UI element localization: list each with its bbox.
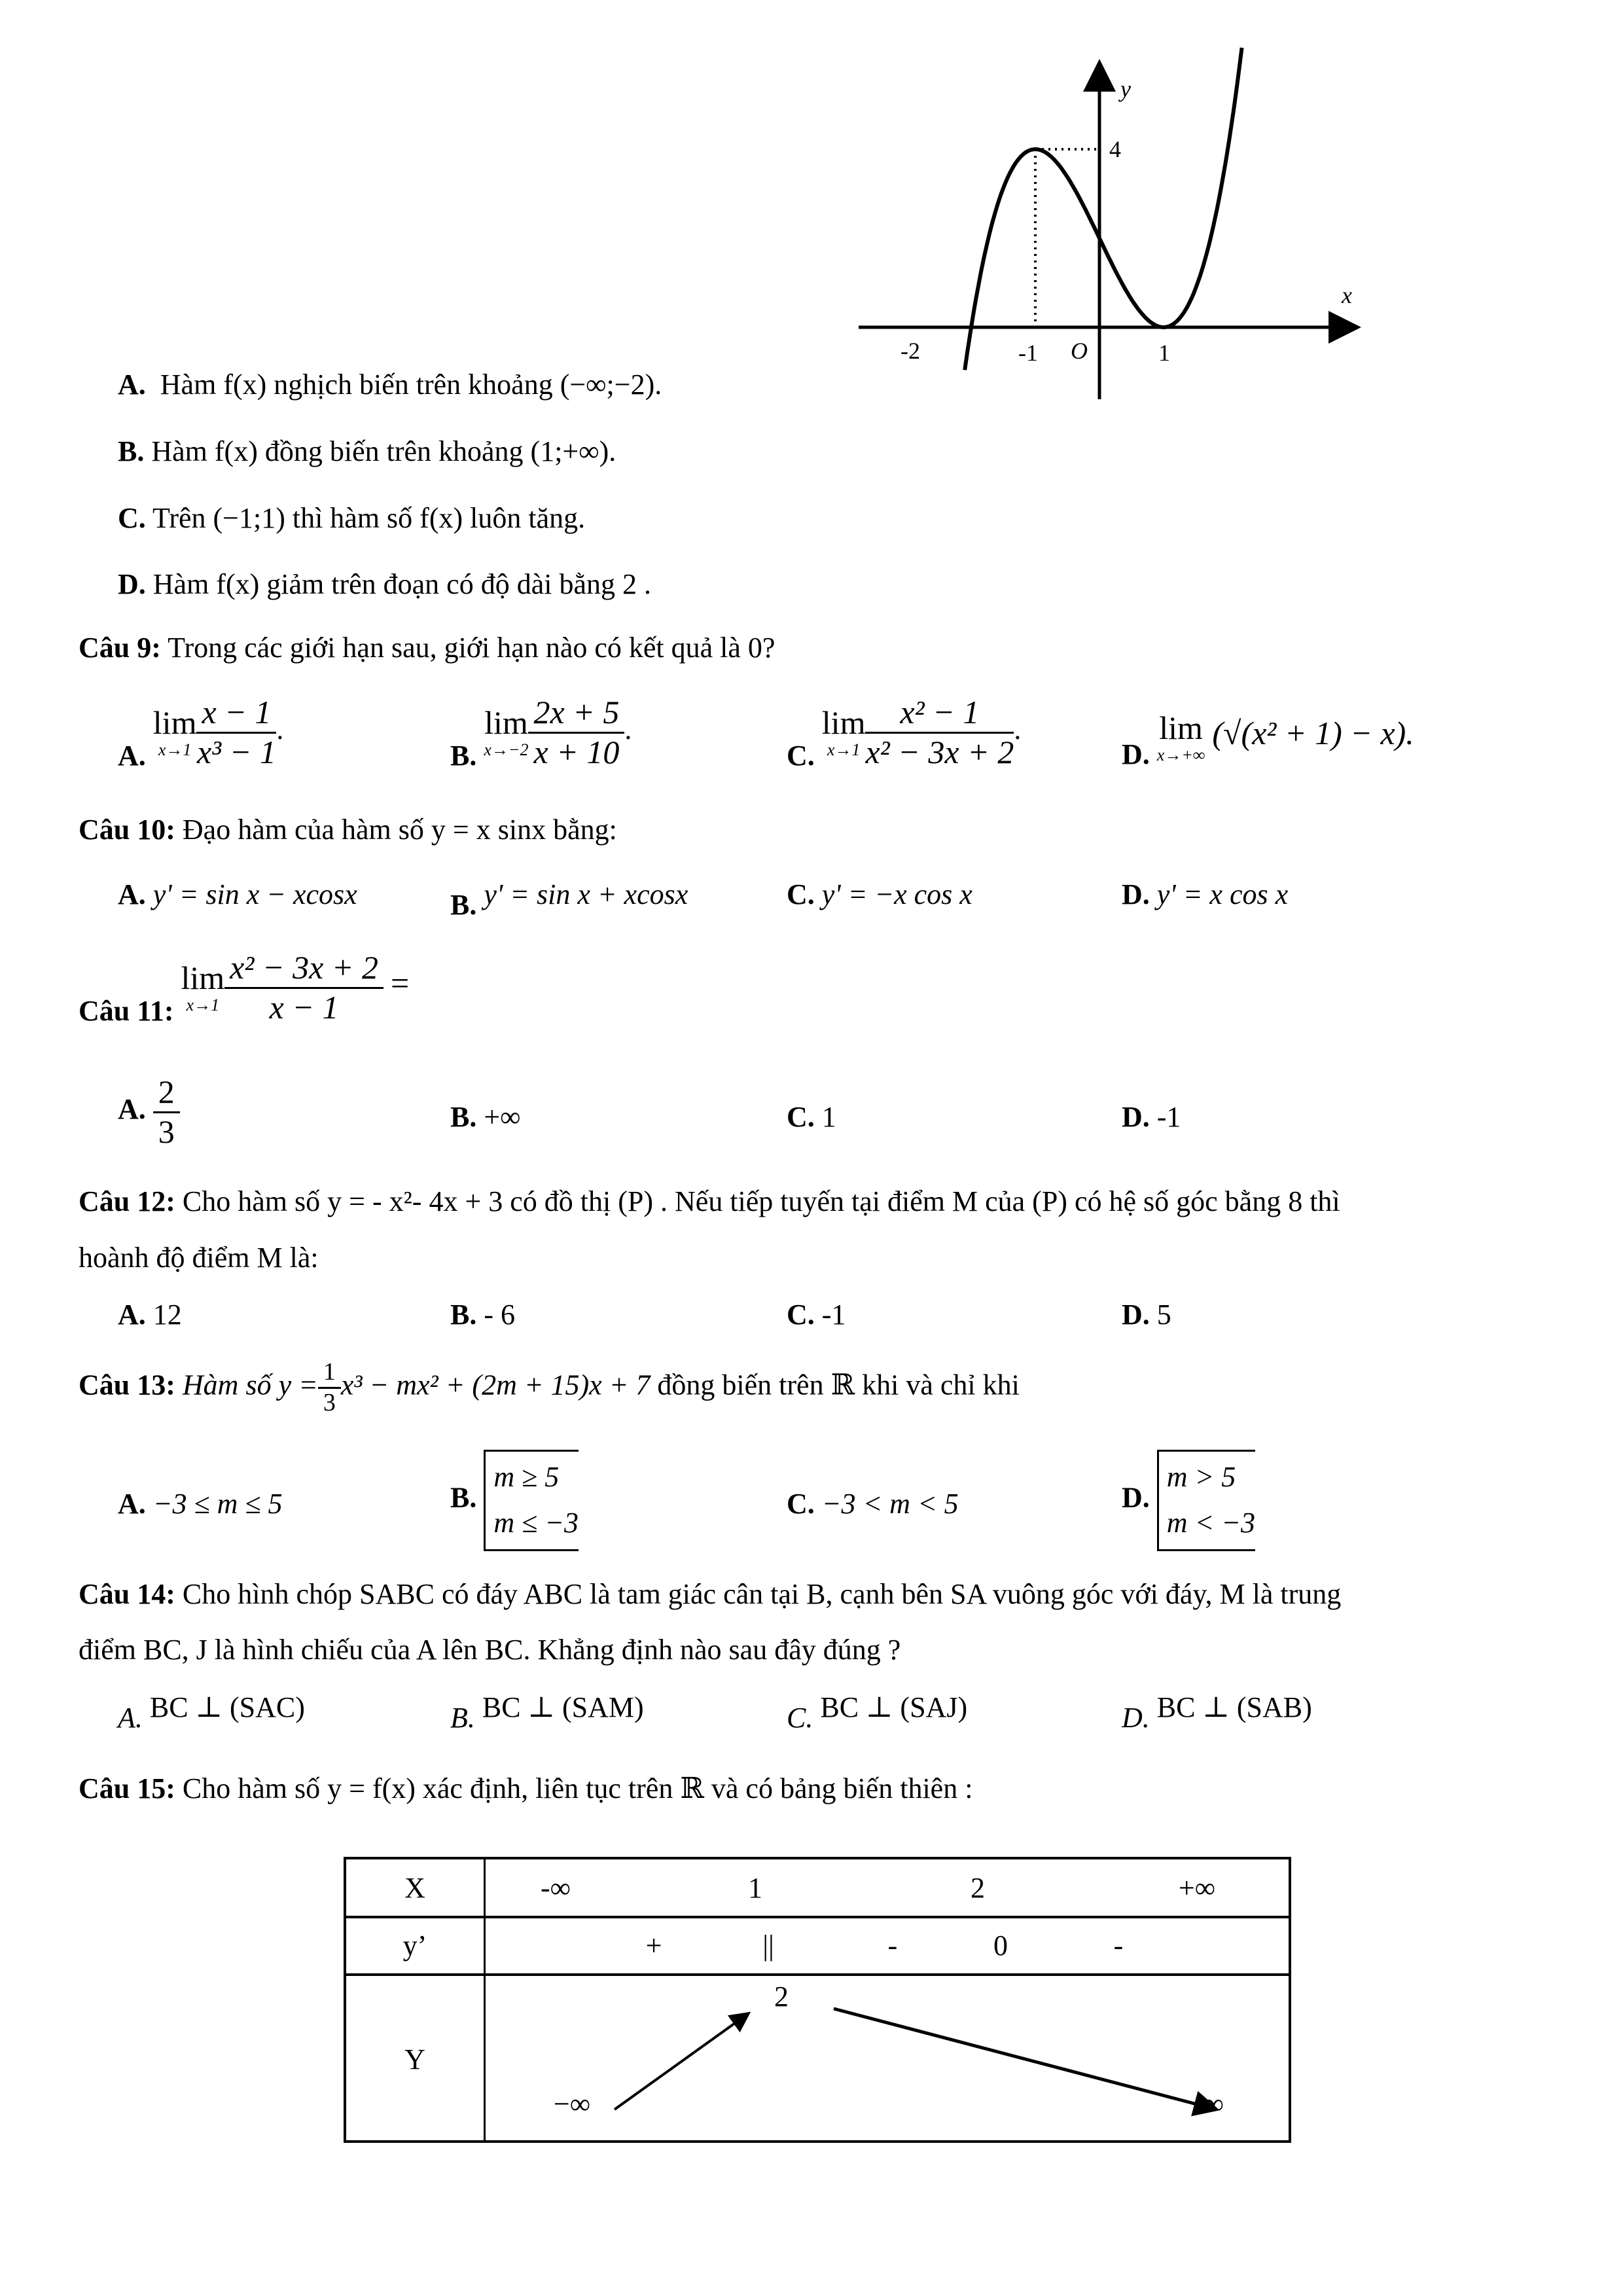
option-label: C. <box>787 740 815 772</box>
question-label: Câu 13: <box>79 1369 175 1401</box>
denominator: x³ − 1 <box>196 733 276 770</box>
option-text: y' = sin x − xcosx <box>152 878 357 910</box>
option-text: - 6 <box>484 1299 516 1331</box>
y-tick-4: 4 <box>1109 136 1121 162</box>
x-tick-neg1: -1 <box>1018 340 1038 366</box>
y-value-peak: 2 <box>774 1981 789 2013</box>
row-label-derivative: y’ <box>402 1929 427 1962</box>
condition-bottom: m < −3 <box>1166 1507 1255 1539</box>
option-label: A. <box>118 878 146 910</box>
decreasing-arrow <box>834 2009 1217 2109</box>
option-text: 5 <box>1156 1299 1171 1331</box>
question-label: Câu 12: <box>79 1185 175 1217</box>
option-label: C. <box>787 1488 815 1520</box>
derivative-undefined: || <box>762 1929 774 1962</box>
function-prefix: Hàm số y = <box>182 1369 318 1401</box>
q12-question <box>79 1185 1340 1218</box>
q12-option-c[interactable] <box>787 1298 846 1331</box>
option-text: y' = sin x + xcosx <box>484 878 688 910</box>
q10-option-c[interactable] <box>787 878 972 911</box>
q10-question <box>79 813 617 846</box>
option-label: B. <box>450 1299 477 1331</box>
derivative-sign: - <box>1113 1929 1124 1962</box>
numerator: 2x + 5 <box>528 694 624 734</box>
option-label: B. <box>450 1481 477 1514</box>
variation-arrows <box>346 1859 1294 2145</box>
lim-sub: x→1 <box>827 740 861 760</box>
row-label-x: X <box>404 1872 425 1904</box>
q9-option-d[interactable] <box>1122 710 1414 771</box>
question-label: Câu 10: <box>79 814 175 846</box>
numerator: x − 1 <box>196 694 276 734</box>
numerator: x² − 3x + 2 <box>224 949 383 989</box>
option-label: D. <box>1122 1481 1150 1514</box>
q11-option-b[interactable] <box>450 1100 521 1134</box>
q8-option-d[interactable] <box>118 567 651 601</box>
condition-bottom: m ≤ −3 <box>493 1507 579 1539</box>
option-text: −3 ≤ m ≤ 5 <box>152 1488 283 1520</box>
y-value-end: -∞ <box>1193 2088 1224 2120</box>
q14-question-cont: điểm BC, J là hình chiếu của A lên BC. Khẳng định nào sau đây đúng ? <box>79 1634 901 1666</box>
question-label: Câu 9: <box>79 632 161 664</box>
numerator: x² − 1 <box>865 694 1014 734</box>
option-label: A. <box>118 1702 143 1734</box>
option-text: BC ⊥ (SAC) <box>149 1691 305 1723</box>
q13-option-a[interactable] <box>118 1487 283 1520</box>
q13-option-d[interactable] <box>1122 1450 1255 1551</box>
question-label: Câu 14: <box>79 1578 175 1610</box>
x-value: +∞ <box>1178 1872 1216 1904</box>
option-label: B. <box>450 1702 475 1734</box>
punct: . <box>624 713 632 746</box>
lim: lim <box>484 704 528 742</box>
numerator: 1 <box>318 1358 341 1389</box>
option-text: -1 <box>821 1299 846 1331</box>
lim: lim <box>181 960 225 997</box>
option-label: C. <box>787 1299 815 1331</box>
denominator: 3 <box>158 1113 175 1150</box>
variation-table <box>344 1857 1291 2143</box>
q14-option-d[interactable] <box>1122 1691 1312 1734</box>
y-value-start: −∞ <box>553 2088 591 2120</box>
question-label: Câu 15: <box>79 1772 175 1804</box>
q11-question <box>79 949 409 1028</box>
option-label: D. <box>1122 1299 1150 1331</box>
q10-option-a[interactable] <box>118 878 357 911</box>
q9-question <box>79 631 775 664</box>
question-text: Đạo hàm của hàm số y = x sinx bằng: <box>182 814 617 846</box>
option-text: BC ⊥ (SAJ) <box>820 1691 968 1723</box>
option-text: Trên (−1;1) thì hàm số f(x) luôn tăng. <box>152 502 586 534</box>
option-label: A. <box>118 740 146 772</box>
option-text: Hàm f(x) đồng biến trên khoảng (1;+∞). <box>151 435 616 467</box>
question-text: đồng biến trên ℝ khi và chỉ khi <box>650 1369 1020 1401</box>
q11-option-d[interactable] <box>1122 1100 1181 1134</box>
option-label: D. <box>1122 878 1150 910</box>
origin-label: O <box>1071 338 1088 364</box>
q9-option-c[interactable] <box>787 694 1021 772</box>
limit-expression: (√(x² + 1) − x). <box>1212 714 1414 751</box>
option-label: B. <box>450 740 477 772</box>
q12-option-b[interactable] <box>450 1298 515 1331</box>
derivative-sign: - <box>887 1929 898 1962</box>
option-label: A. <box>118 1093 146 1126</box>
q8-option-b[interactable] <box>118 435 616 468</box>
option-text: Hàm f(x) nghịch biến trên khoảng (−∞;−2). <box>160 368 662 401</box>
q13-option-c[interactable] <box>787 1487 959 1520</box>
option-label: C. <box>787 1101 815 1133</box>
q11-option-a[interactable] <box>118 1073 180 1151</box>
option-label: D. <box>1122 738 1150 770</box>
q11-option-c[interactable] <box>787 1100 836 1134</box>
q12-option-a[interactable] <box>118 1298 182 1331</box>
option-label: A. <box>118 1488 146 1520</box>
option-label: D. <box>1122 1101 1150 1133</box>
function-curve <box>965 48 1241 370</box>
x-value: 2 <box>971 1872 985 1904</box>
punct: . <box>276 713 284 746</box>
derivative-zero: 0 <box>993 1929 1008 1962</box>
q10-option-d[interactable] <box>1122 878 1288 911</box>
lim: lim <box>152 704 197 742</box>
condition-top: m > 5 <box>1166 1461 1236 1493</box>
q14-option-c[interactable] <box>787 1691 967 1734</box>
option-text: y' = −x cos x <box>821 878 972 910</box>
option-text: Hàm f(x) giảm trên đoạn có độ dài bằng 2 . <box>152 568 651 600</box>
row-label-y: Y <box>404 2043 425 2075</box>
lim-sub: x→+∞ <box>1156 745 1205 764</box>
option-label: D. <box>118 568 146 600</box>
x-value: 1 <box>748 1872 762 1904</box>
question-text: Trong các giới hạn sau, giới hạn nào có kết quả là 0? <box>168 632 776 664</box>
question-text: Cho hàm số y = - x²- 4x + 3 có đồ thị (P) . Nếu tiếp tuyến tại điểm M của (P) có hệ số góc bằng 8 thì <box>182 1185 1340 1217</box>
punct: . <box>1014 713 1022 746</box>
denominator: 3 <box>323 1388 336 1416</box>
condition-top: m ≥ 5 <box>493 1461 560 1493</box>
x-tick-1: 1 <box>1158 340 1170 366</box>
option-text: y' = x cos x <box>1156 878 1289 910</box>
q12-option-d[interactable] <box>1122 1298 1171 1331</box>
denominator: x² − 3x + 2 <box>865 733 1014 770</box>
q10-option-b[interactable] <box>450 878 688 922</box>
denominator: x + 10 <box>533 733 620 770</box>
option-text: 12 <box>152 1299 182 1331</box>
q14-option-a[interactable] <box>118 1691 305 1734</box>
option-label: D. <box>1122 1702 1150 1734</box>
lim-sub: x→−2 <box>484 740 529 760</box>
option-label: B. <box>118 435 145 467</box>
question-text: Cho hàm số y = f(x) xác định, liên tục trên ℝ và có bảng biến thiên : <box>182 1772 973 1804</box>
derivative-sign: + <box>645 1929 662 1962</box>
q14-question <box>79 1577 1341 1611</box>
q8-option-c[interactable] <box>118 501 585 535</box>
option-text: +∞ <box>484 1101 521 1133</box>
q14-option-b[interactable] <box>450 1691 644 1734</box>
x-tick-neg2: -2 <box>901 338 920 364</box>
option-text: -1 <box>1156 1101 1181 1133</box>
increasing-arrow <box>615 2013 749 2109</box>
q9-option-a[interactable] <box>118 694 283 772</box>
question-text: Cho hình chóp SABC có đáy ABC là tam giác cân tại B, cạnh bên SA vuông góc với đáy, M là trung <box>182 1578 1342 1610</box>
question-label: Câu 11: <box>79 995 174 1028</box>
option-label: A. <box>118 1299 146 1331</box>
option-label: B. <box>450 889 477 921</box>
option-text: BC ⊥ (SAM) <box>482 1691 644 1723</box>
option-label: C. <box>787 878 815 910</box>
q8-option-a[interactable] <box>118 368 662 401</box>
lim-sub: x→1 <box>186 996 220 1015</box>
option-text: BC ⊥ (SAB) <box>1156 1691 1312 1723</box>
lim-sub: x→1 <box>158 740 192 760</box>
q13-option-b[interactable] <box>450 1450 579 1551</box>
option-label: C. <box>787 1702 813 1734</box>
equals: = <box>391 965 410 1002</box>
lim: lim <box>1159 709 1203 746</box>
option-text: 1 <box>821 1101 836 1133</box>
numerator: 2 <box>153 1073 180 1113</box>
q12-question-cont: hoành độ điểm M là: <box>79 1242 319 1274</box>
x-value: -∞ <box>540 1872 571 1904</box>
q9-option-b[interactable] <box>450 694 632 772</box>
function-expression: x³ − mx² + (2m + 15)x + 7 <box>340 1369 651 1401</box>
denominator: x − 1 <box>269 988 339 1026</box>
option-text: −3 < m < 5 <box>821 1488 959 1520</box>
option-label: A. <box>118 368 146 401</box>
y-axis-label: y <box>1120 76 1131 102</box>
option-label: B. <box>450 1101 477 1133</box>
option-label: C. <box>118 502 146 534</box>
q13-question <box>79 1358 1020 1417</box>
q15-question <box>79 1772 972 1805</box>
x-axis-label: x <box>1342 282 1352 308</box>
lim: lim <box>821 704 866 742</box>
